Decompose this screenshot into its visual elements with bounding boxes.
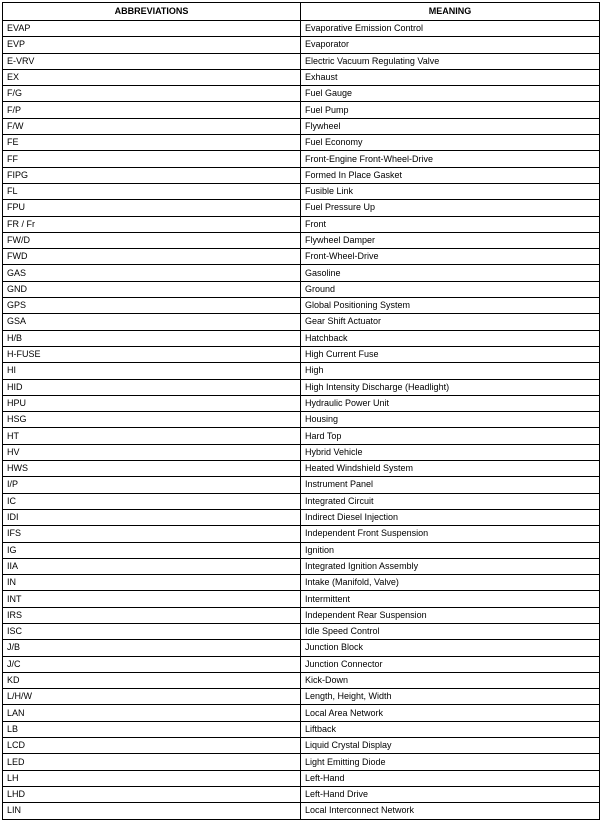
table-row <box>3 672 600 688</box>
meaning-cell: Local Area Network <box>301 705 600 721</box>
meaning-cell: Hydraulic Power Unit <box>301 395 600 411</box>
table-row <box>3 526 600 542</box>
abbreviation-cell: ISC <box>3 623 301 639</box>
abbreviation-cell: FR / Fr <box>3 216 301 232</box>
abbreviation-cell: GSA <box>3 314 301 330</box>
meaning-cell: Heated Windshield System <box>301 461 600 477</box>
meaning-cell: Light Emitting Diode <box>301 754 600 770</box>
table-row <box>3 86 600 102</box>
meaning-cell: Evaporative Emission Control <box>301 21 600 37</box>
meaning-cell: Fuel Economy <box>301 135 600 151</box>
abbreviation-cell: IIA <box>3 558 301 574</box>
meaning-cell: Left-Hand <box>301 770 600 786</box>
meaning-cell: Flywheel Damper <box>301 232 600 248</box>
meaning-cell: Global Positioning System <box>301 298 600 314</box>
abbreviation-cell: HI <box>3 363 301 379</box>
abbreviation-cell: GND <box>3 281 301 297</box>
meaning-cell: Liquid Crystal Display <box>301 738 600 754</box>
abbreviation-cell: FF <box>3 151 301 167</box>
meaning-cell: High Current Fuse <box>301 346 600 362</box>
table-row <box>3 37 600 53</box>
table-row <box>3 167 600 183</box>
abbreviation-cell: LAN <box>3 705 301 721</box>
meaning-cell: Liftback <box>301 721 600 737</box>
table-row <box>3 640 600 656</box>
table-row <box>3 346 600 362</box>
table-row <box>3 298 600 314</box>
abbreviation-cell: F/P <box>3 102 301 118</box>
abbreviation-cell: LIN <box>3 803 301 819</box>
abbreviation-cell: IC <box>3 493 301 509</box>
abbreviation-cell: EVAP <box>3 21 301 37</box>
table-row <box>3 265 600 281</box>
table-row <box>3 216 600 232</box>
table-row <box>3 721 600 737</box>
meaning-cell: Length, Height, Width <box>301 689 600 705</box>
table-row <box>3 558 600 574</box>
meaning-cell: Hybrid Vehicle <box>301 444 600 460</box>
table-row <box>3 591 600 607</box>
abbreviation-cell: HPU <box>3 395 301 411</box>
abbreviation-cell: J/B <box>3 640 301 656</box>
table-row <box>3 53 600 69</box>
header-row <box>3 3 600 21</box>
abbreviation-cell: L/H/W <box>3 689 301 705</box>
table-row <box>3 281 600 297</box>
table-row <box>3 135 600 151</box>
abbreviation-cell: LED <box>3 754 301 770</box>
table-row <box>3 232 600 248</box>
abbreviation-cell: H/B <box>3 330 301 346</box>
table-row <box>3 509 600 525</box>
abbreviation-cell: LHD <box>3 786 301 802</box>
meaning-cell: Independent Front Suspension <box>301 526 600 542</box>
abbreviations-table <box>2 2 600 820</box>
abbreviation-cell: IDI <box>3 509 301 525</box>
abbreviation-cell: EVP <box>3 37 301 53</box>
abbreviation-cell: IRS <box>3 607 301 623</box>
abbreviation-cell: FE <box>3 135 301 151</box>
abbreviation-cell: HV <box>3 444 301 460</box>
meaning-cell: Fusible Link <box>301 183 600 199</box>
abbreviation-cell: LB <box>3 721 301 737</box>
meaning-cell: Exhaust <box>301 69 600 85</box>
abbreviation-cell: IG <box>3 542 301 558</box>
table-row <box>3 477 600 493</box>
table-row <box>3 330 600 346</box>
table-row <box>3 461 600 477</box>
meaning-cell: Gear Shift Actuator <box>301 314 600 330</box>
meaning-cell: High <box>301 363 600 379</box>
table-row <box>3 493 600 509</box>
table-row <box>3 623 600 639</box>
meaning-cell: Integrated Circuit <box>301 493 600 509</box>
abbreviation-cell: HSG <box>3 412 301 428</box>
table-row <box>3 183 600 199</box>
abbreviation-cell: KD <box>3 672 301 688</box>
meaning-cell: Housing <box>301 412 600 428</box>
table-row <box>3 151 600 167</box>
meaning-cell: Instrument Panel <box>301 477 600 493</box>
meaning-cell: Left-Hand Drive <box>301 786 600 802</box>
table-row <box>3 803 600 819</box>
abbreviation-cell: FPU <box>3 200 301 216</box>
table-row <box>3 412 600 428</box>
table-row <box>3 607 600 623</box>
meaning-cell: Local Interconnect Network <box>301 803 600 819</box>
meaning-cell: Front-Engine Front-Wheel-Drive <box>301 151 600 167</box>
meaning-cell: Hatchback <box>301 330 600 346</box>
header-meaning: MEANING <box>301 3 600 21</box>
abbreviation-cell: FW/D <box>3 232 301 248</box>
meaning-cell: Junction Block <box>301 640 600 656</box>
table-row <box>3 444 600 460</box>
table-row <box>3 314 600 330</box>
abbreviation-cell: J/C <box>3 656 301 672</box>
table-row <box>3 754 600 770</box>
table-row <box>3 69 600 85</box>
table-row <box>3 689 600 705</box>
meaning-cell: Ignition <box>301 542 600 558</box>
abbreviation-cell: FL <box>3 183 301 199</box>
abbreviation-cell: LH <box>3 770 301 786</box>
meaning-cell: Fuel Gauge <box>301 86 600 102</box>
table-row <box>3 21 600 37</box>
abbreviation-cell: GAS <box>3 265 301 281</box>
table-row <box>3 395 600 411</box>
meaning-cell: Integrated Ignition Assembly <box>301 558 600 574</box>
meaning-cell: Independent Rear Suspension <box>301 607 600 623</box>
abbreviation-cell: E-VRV <box>3 53 301 69</box>
abbreviation-cell: HT <box>3 428 301 444</box>
table-row <box>3 363 600 379</box>
table-row <box>3 786 600 802</box>
table-row <box>3 118 600 134</box>
abbreviation-cell: IFS <box>3 526 301 542</box>
abbreviation-cell: FWD <box>3 249 301 265</box>
abbreviation-cell: INT <box>3 591 301 607</box>
meaning-cell: Front-Wheel-Drive <box>301 249 600 265</box>
meaning-cell: Intake (Manifold, Valve) <box>301 575 600 591</box>
meaning-cell: Ground <box>301 281 600 297</box>
meaning-cell: Gasoline <box>301 265 600 281</box>
meaning-cell: Junction Connector <box>301 656 600 672</box>
meaning-cell: Fuel Pressure Up <box>301 200 600 216</box>
abbreviations-sheet <box>2 2 599 820</box>
table-row <box>3 379 600 395</box>
table-row <box>3 200 600 216</box>
table-row <box>3 770 600 786</box>
table-row <box>3 542 600 558</box>
abbreviation-cell: H-FUSE <box>3 346 301 362</box>
abbreviation-cell: F/G <box>3 86 301 102</box>
abbreviation-cell: HWS <box>3 461 301 477</box>
abbreviation-cell: FIPG <box>3 167 301 183</box>
table-row <box>3 575 600 591</box>
meaning-cell: Idle Speed Control <box>301 623 600 639</box>
table-row <box>3 102 600 118</box>
meaning-cell: Fuel Pump <box>301 102 600 118</box>
header-abbreviations: ABBREVIATIONS <box>3 3 301 21</box>
table-body <box>3 21 600 820</box>
abbreviation-cell: GPS <box>3 298 301 314</box>
abbreviation-cell: F/W <box>3 118 301 134</box>
meaning-cell: Evaporator <box>301 37 600 53</box>
abbreviation-cell: I/P <box>3 477 301 493</box>
meaning-cell: Indirect Diesel Injection <box>301 509 600 525</box>
abbreviation-cell: IN <box>3 575 301 591</box>
meaning-cell: Formed In Place Gasket <box>301 167 600 183</box>
meaning-cell: Intermittent <box>301 591 600 607</box>
table-row <box>3 656 600 672</box>
meaning-cell: Flywheel <box>301 118 600 134</box>
table-row <box>3 428 600 444</box>
table-header <box>3 3 600 21</box>
meaning-cell: High Intensity Discharge (Headlight) <box>301 379 600 395</box>
table-row <box>3 705 600 721</box>
abbreviation-cell: LCD <box>3 738 301 754</box>
meaning-cell: Kick-Down <box>301 672 600 688</box>
abbreviation-cell: HID <box>3 379 301 395</box>
meaning-cell: Hard Top <box>301 428 600 444</box>
meaning-cell: Front <box>301 216 600 232</box>
table-row <box>3 738 600 754</box>
abbreviation-cell: EX <box>3 69 301 85</box>
table-row <box>3 249 600 265</box>
meaning-cell: Electric Vacuum Regulating Valve <box>301 53 600 69</box>
